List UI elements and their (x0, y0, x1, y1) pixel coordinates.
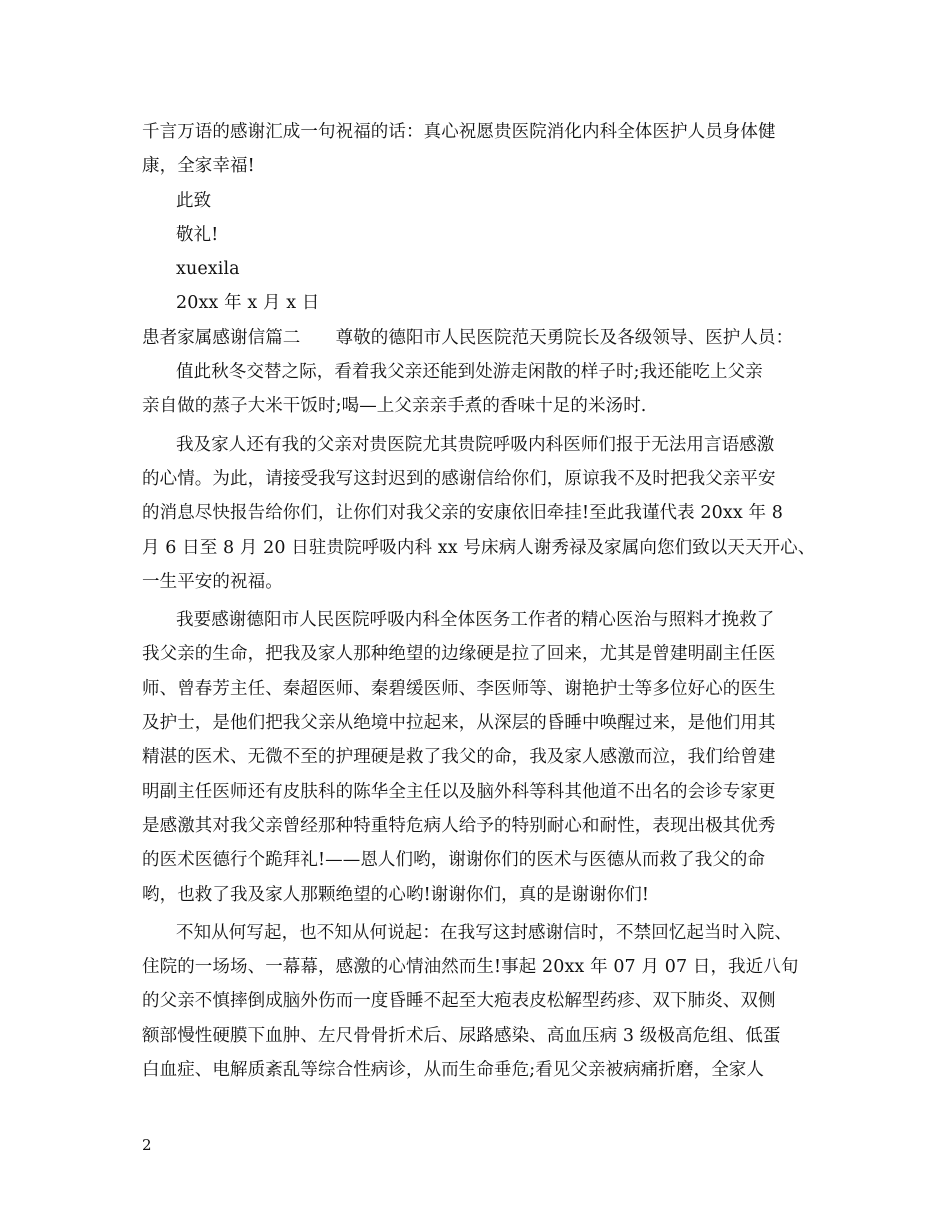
text-line: 白血症、电解质紊乱等综合性病诊，从而生命垂危;看见父亲被病痛折磨，全家人 (142, 1060, 764, 1081)
text-line: 我父亲的生命，把我及家人那种绝望的边缘硬是拉了回来，尤其是曾建明副主任医 (142, 644, 776, 665)
text-line: 哟，也救了我及家人那颗绝望的心哟!谢谢你们，真的是谢谢你们! (142, 884, 650, 905)
closing-salutation: 此致 (176, 190, 212, 211)
text-line: 精湛的医术、无微不至的护理硬是救了我父的命，我及家人感激而泣，我们给曾建 (142, 747, 776, 768)
text-line: 一生平安的祝福。 (142, 571, 283, 592)
text-line: 我及家人还有我的父亲对贵医院尤其贵院呼吸内科医师们报于无法用言语感激 (176, 434, 775, 455)
text-line: 的消息尽快报告给你们，让你们对我父亲的安康依旧牵挂!至此我谨代表 20xx 年 8 (142, 503, 783, 524)
text-line: 额部慢性硬膜下血肿、左尺骨骨折术后、尿路感染、高血压病 3 级极高危组、低蛋 (142, 1025, 781, 1046)
text-line: 千言万语的感谢汇成一句祝福的话：真心祝愿贵医院消化内科全体医护人员身体健 (142, 122, 776, 142)
text-line: 康，全家幸福! (142, 156, 255, 177)
text-line: 亲自做的蒸子大米干饭时;喝—上父亲亲手煮的香味十足的米汤时. (142, 396, 647, 417)
text-line: 不知从何写起，也不知从何说起：在我写这封感谢信时，不禁回忆起当时入院、 (176, 922, 792, 943)
text-line: 我要感谢德阳市人民医院呼吸内科全体医务工作者的精心医治与照料才挽救了 (176, 610, 775, 631)
text-line: 明副主任医师还有皮肤科的陈华全主任以及脑外科等科其他道不出名的会诊专家更 (142, 781, 776, 802)
text-line: 的心情。为此，请接受我写这封迟到的感谢信给你们，原谅我不及时把我父亲平安 (142, 468, 776, 489)
text-line: 值此秋冬交替之际，看着我父亲还能到处游走闲散的样子时;我还能吃上父亲 (176, 362, 763, 383)
document-body (142, 115, 814, 1087)
section-heading: 患者家属感谢信篇二 尊敬的德阳市人民医院范天勇院长及各级领导、医护人员： (142, 327, 794, 348)
text-line: 师、曾春芳主任、秦超医师、秦碧缓医师、李医师等、谢艳护士等多位好心的医生 (142, 678, 776, 699)
text-line: 的父亲不慎摔倒成脑外伤而一度昏睡不起至大疱表皮松解型药疹、双下肺炎、双侧 (142, 991, 776, 1012)
text-line: 是感激其对我父亲曾经那种特重特危病人给予的特别耐心和耐性，表现出极其优秀 (142, 815, 776, 836)
text-line: 的医术医德行个跪拜礼!——恩人们哟，谢谢你们的医术与医德从而救了我父的命 (142, 850, 766, 871)
closing-regards: 敬礼! (176, 224, 219, 245)
text-line: 月 6 日至 8 月 20 日驻贵院呼吸内科 xx 号床病人谢秀禄及家属向您们致以天天开心、 (142, 537, 816, 558)
signature: xuexila (176, 259, 240, 280)
text-line: 住院的一场场、一幕幕，感激的心情油然而生!事起 20xx 年 07 月 07 日，我近八旬 (142, 957, 799, 978)
page-number: 2 (142, 1136, 152, 1154)
text-line: 及护士，是他们把我父亲从绝境中拉起来，从深层的昏睡中唤醒过来，是他们用其 (142, 713, 776, 734)
letter-date: 20xx 年 x 月 x 日 (176, 293, 320, 314)
